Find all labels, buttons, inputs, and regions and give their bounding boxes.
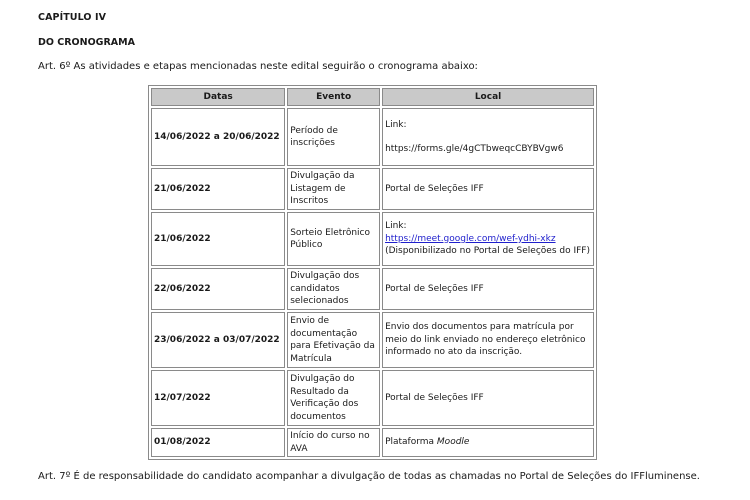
row-date: 21/06/2022	[151, 168, 285, 210]
local-label: Link:	[385, 120, 407, 130]
row-date: 01/08/2022	[151, 428, 285, 457]
row-local: Portal de Seleções IFF	[382, 168, 594, 210]
row-date: 12/07/2022	[151, 370, 285, 426]
row-local	[382, 428, 594, 457]
header-event: Evento	[287, 88, 380, 106]
table-row	[151, 168, 594, 210]
meet-link[interactable]: https://meet.google.com/wef-ydhi-xkz	[385, 233, 556, 244]
row-event: Envio de documentação para Efetivação da Matrícula	[287, 312, 380, 368]
local-italic: Moodle	[436, 437, 470, 448]
local-note: (Disponibilizado no Portal de Seleções do IFF)	[385, 246, 590, 257]
row-local: Portal de Seleções IFF	[382, 268, 594, 310]
table-row	[151, 312, 594, 368]
table-row	[151, 212, 594, 266]
table-row	[151, 428, 594, 457]
section-heading: DO CRONOGRAMA	[38, 37, 135, 48]
table-row	[151, 108, 594, 166]
table-header-row	[151, 88, 594, 106]
row-date: 14/06/2022 a 20/06/2022	[151, 108, 285, 166]
row-event: Divulgação do Resultado da Verificação dos documentos	[287, 370, 380, 426]
local-label: Plataforma	[385, 437, 437, 448]
chapter-heading: CAPÍTULO IV	[38, 12, 107, 23]
table-row	[151, 370, 594, 426]
row-local	[382, 212, 594, 266]
row-local: Envio dos documentos para matrícula por meio do link enviado no endereço eletrônico informado no ato da inscrição.	[382, 312, 594, 368]
row-date: 23/06/2022 a 03/07/2022	[151, 312, 285, 368]
row-date: 22/06/2022	[151, 268, 285, 310]
row-date: 21/06/2022	[151, 212, 285, 266]
table-row	[151, 268, 594, 310]
row-event: Sorteio Eletrônico Público	[287, 212, 380, 266]
article-7-text: Art. 7º É de responsabilidade do candidato acompanhar a divulgação de todas as chamadas no Portal de Seleções do IFFluminense.	[38, 471, 700, 482]
row-local: Portal de Seleções IFF	[382, 370, 594, 426]
row-event: Divulgação dos candidatos selecionados	[287, 268, 380, 310]
local-label: Link:	[385, 221, 407, 232]
row-event: Início do curso no AVA	[287, 428, 380, 457]
forms-link-text[interactable]: https://forms.gle/4gCTbweqcCBYBVgw6	[385, 143, 564, 154]
article-6-text: Art. 6º As atividades e etapas mencionadas neste edital seguirão o cronograma abaixo:	[38, 61, 478, 72]
header-dates: Datas	[151, 88, 285, 106]
row-event: Divulgação da Listagem de Inscritos	[287, 168, 380, 210]
row-local	[382, 108, 594, 166]
header-local: Local	[382, 88, 594, 106]
schedule-table	[148, 85, 597, 460]
row-event: Período de inscrições	[287, 108, 380, 166]
